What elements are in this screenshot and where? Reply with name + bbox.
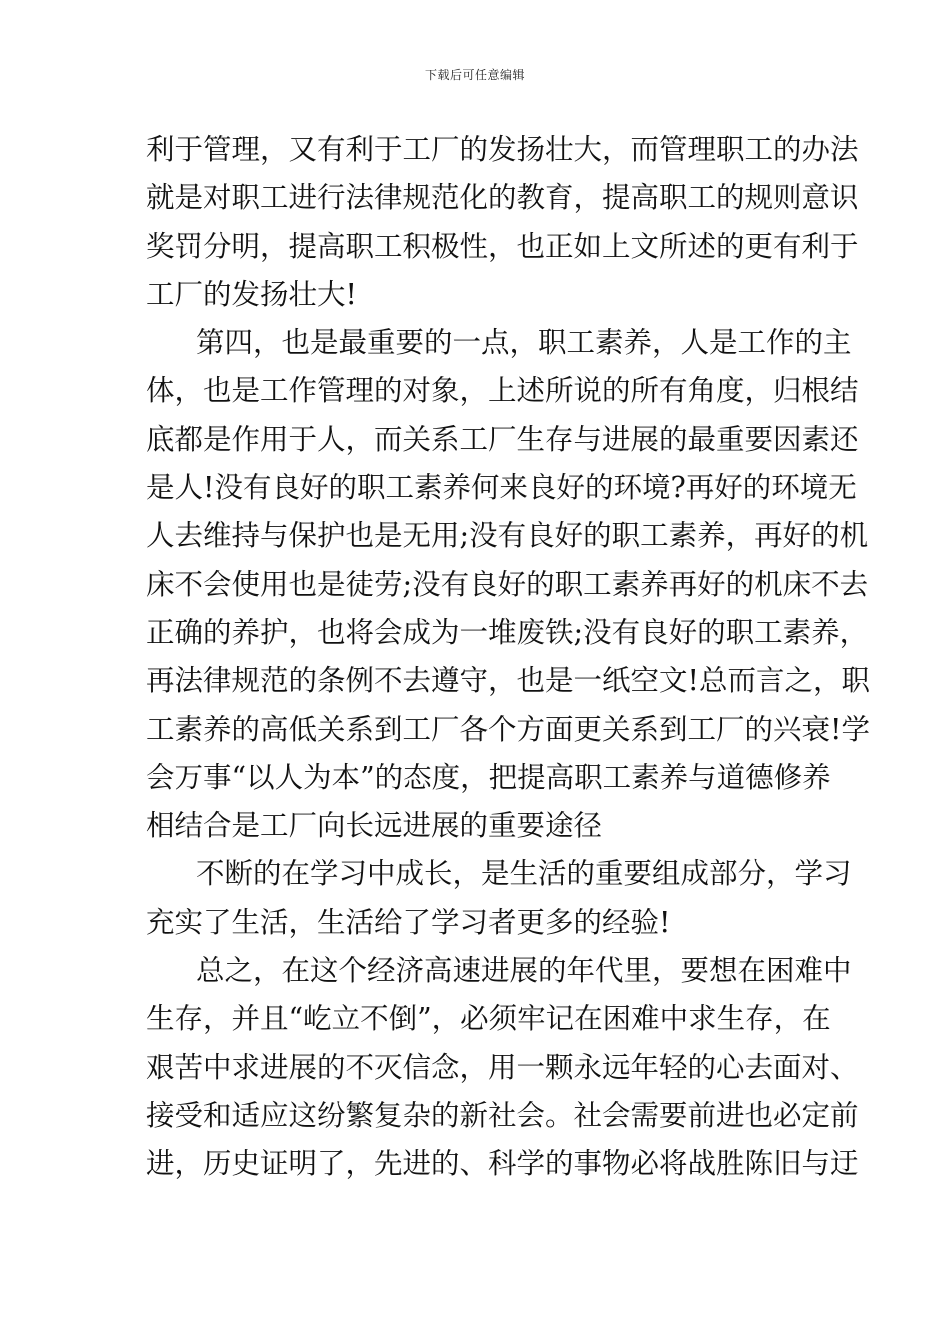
text-line: 生存，并且“屹立不倒”，必须牢记在困难中求生存，在 [146, 1002, 831, 1036]
text-line: 人去维持与保护也是无用;没有良好的职工素养，再好的机 [146, 519, 869, 553]
document-body [146, 126, 870, 1189]
text-line: 体，也是工作管理的对象，上述所说的所有角度，归根结 [146, 374, 859, 408]
text-line: 再法律规范的条例不去遵守，也是一纸空文!总而言之，职 [146, 664, 870, 698]
text-line: 工素养的高低关系到工厂各个方面更关系到工厂的兴衰!学 [146, 712, 870, 746]
text-line: 第四，也是最重要的一点，职工素养，人是工作的主 [196, 326, 852, 360]
text-line: 艰苦中求进展的不灭信念，用一颗永远年轻的心去面对、 [146, 1050, 859, 1084]
text-line: 不断的在学习中成长，是生活的重要组成部分，学习 [196, 857, 852, 891]
text-line: 工厂的发扬壮大! [146, 277, 357, 311]
text-line: 奖罚分明，提高职工积极性，也正如上文所述的更有利于 [146, 229, 859, 263]
text-line: 正确的养护，也将会成为一堆废铁;没有良好的职工素养， [146, 615, 869, 649]
text-line: 会万事“以人为本”的态度，把提高职工素养与道德修养 [146, 760, 831, 794]
text-line: 是人!没有良好的职工素养何来良好的环境?再好的环境无 [146, 471, 857, 505]
text-line: 床不会使用也是徒劳;没有良好的职工素养再好的机床不去 [146, 567, 869, 601]
text-line: 就是对职工进行法律规范化的教育，提高职工的规则意识 [146, 181, 859, 215]
text-line: 总之，在这个经济高速进展的年代里，要想在困难中 [196, 954, 852, 988]
text-line: 相结合是工厂向长远进展的重要途径 [146, 809, 603, 843]
text-line: 充实了生活，生活给了学习者更多的经验! [146, 905, 671, 939]
text-line: 接受和适应这纷繁复杂的新社会。社会需要前进也必定前 [146, 1098, 859, 1132]
page-header: 下载后可任意编辑 [424, 68, 525, 82]
text-line: 进，历史证明了，先进的、科学的事物必将战胜陈旧与迂 [146, 1147, 859, 1181]
text-line: 利于管理，又有利于工厂的发扬壮大，而管理职工的办法 [146, 133, 859, 166]
text-line: 底都是作用于人，而关系工厂生存与进展的最重要因素还 [146, 422, 859, 456]
